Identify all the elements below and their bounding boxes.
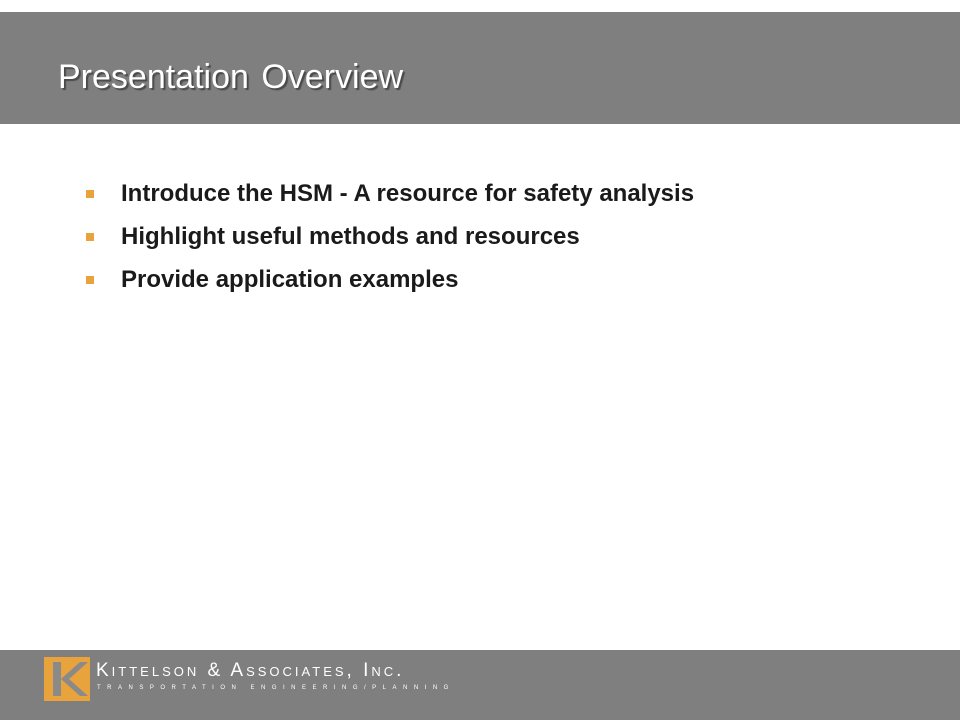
bullet-item [86,172,694,215]
bullet-square-icon [86,233,94,241]
bullet-square-icon [86,276,94,284]
slide-title: Presentation Overview [58,58,404,96]
bullet-item [86,215,694,258]
bullet-list [86,172,694,301]
company-tagline: TRANSPORTATION ENGINEERING/PLANNING [97,685,455,691]
company-name: Kittelson & Associates, Inc. [96,660,405,681]
bullet-text: Highlight useful methods and resources [121,222,580,250]
bullet-text: Introduce the HSM - A resource for safety analysis [121,179,695,207]
kittelson-logo-icon [44,657,90,701]
bullet-square-icon [86,190,94,198]
bullet-item [86,258,694,301]
bullet-text: Provide application examples [121,265,459,293]
